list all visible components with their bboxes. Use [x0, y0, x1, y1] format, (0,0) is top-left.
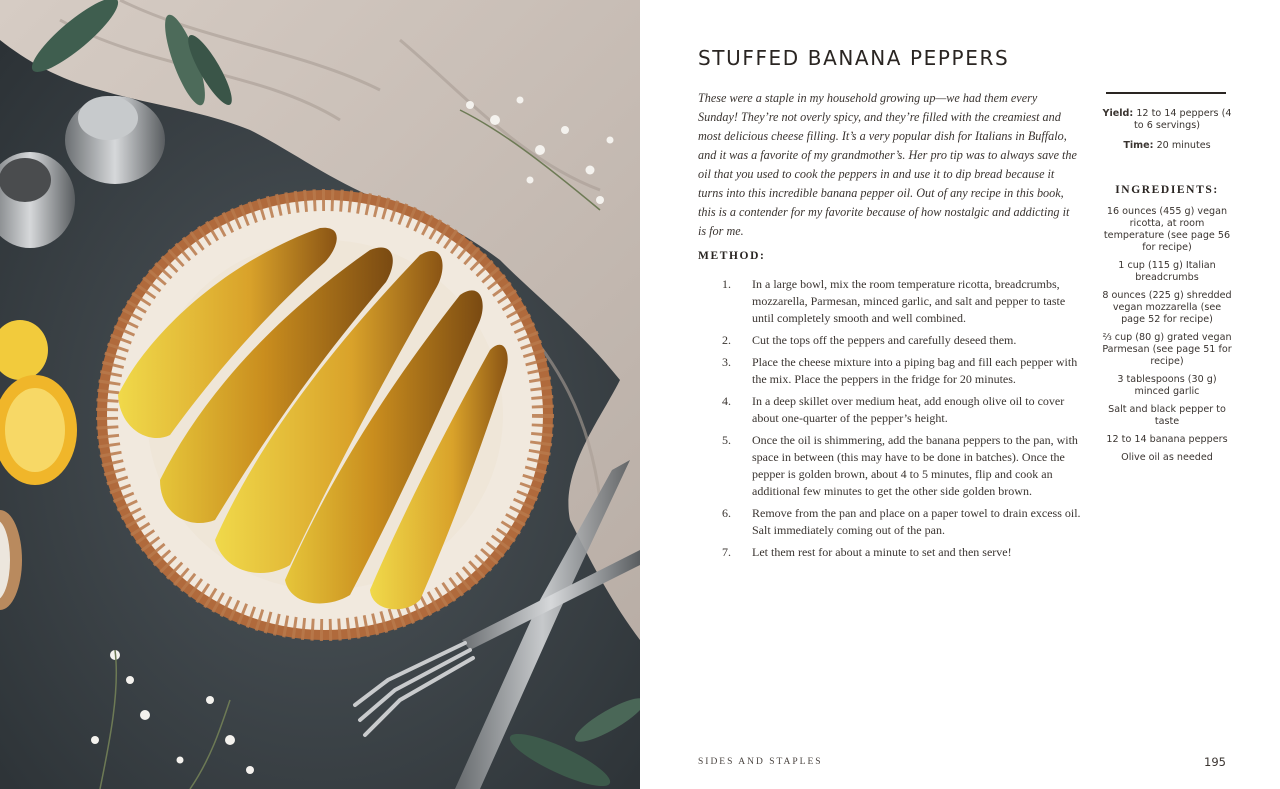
ingredients-list [1102, 206, 1232, 464]
method-step [698, 505, 1088, 539]
step-number: 3. [722, 355, 731, 369]
method-step [698, 393, 1088, 427]
step-text: Place the cheese mixture into a piping bag and fill each pepper with the mix. Place the peppers in the fridge for 20 minutes. [752, 355, 1078, 386]
section-name: SIDES AND STAPLES [698, 757, 823, 767]
method-steps [698, 276, 1088, 566]
recipe-sidebar [1102, 108, 1232, 470]
step-number: 5. [722, 433, 731, 447]
recipe-intro: These were a staple in my household growing up—we had them every Sunday! They’re not overly spicy, and they’re filled with the creamiest and most delicious cheese filling. It’s a very popular dish for Italians in Buffalo, and it was a favorite of my grandmother’s. Her pro tip was to always save the oil that you used to cook the peppers in and use it to dip bread because it turns into this incredible banana pepper oil. Out of any recipe in this book, this is a contender for my favorite because of how nostalgic and addicting it is for me. [698, 91, 1077, 238]
method-step [698, 544, 1088, 561]
method-step [698, 432, 1088, 500]
recipe-title: STUFFED BANANA PEPPERS [698, 46, 1010, 70]
sidebar-divider [1106, 92, 1226, 94]
step-text: Let them rest for about a minute to set and then serve! [752, 545, 1012, 559]
ingredient-item: 16 ounces (455 g) vegan ricotta, at room temperature (see page 56 for recipe) [1103, 206, 1231, 253]
yield-label: Yield: [1102, 108, 1134, 119]
ingredient-item: 12 to 14 banana peppers [1106, 434, 1228, 445]
method-heading: METHOD: [698, 250, 766, 262]
step-text: Once the oil is shimmering, add the banana peppers to the pan, with space in between (this may have to be done in batches). Once the pepper is golden brown, about 4 to 5 minutes, flip and cook an additional few minutes to get the other side golden brown. [752, 433, 1078, 498]
recipe-page [640, 0, 1280, 789]
time-value: 20 minutes [1153, 140, 1211, 151]
page-number: 195 [1204, 755, 1226, 769]
ingredient-item: 8 ounces (225 g) shredded vegan mozzarella (see page 52 for recipe) [1102, 290, 1232, 325]
ingredients-heading: INGREDIENTS: [1115, 184, 1219, 196]
method-step [698, 354, 1088, 388]
step-number: 7. [722, 545, 731, 559]
time-label: Time: [1123, 140, 1154, 151]
step-number: 6. [722, 506, 731, 520]
ingredient-item: 1 cup (115 g) Italian breadcrumbs [1118, 260, 1216, 283]
step-text: Cut the tops off the peppers and carefully deseed them. [752, 333, 1017, 347]
step-text: Remove from the pan and place on a paper towel to drain excess oil. Salt immediately coming out of the pan. [752, 506, 1081, 537]
step-text: In a deep skillet over medium heat, add enough olive oil to cover about one-quarter of the pepper’s height. [752, 394, 1065, 425]
method-step [698, 332, 1088, 349]
ingredient-item: Olive oil as needed [1121, 452, 1213, 463]
step-number: 4. [722, 394, 731, 408]
time-info [1102, 140, 1232, 152]
yield-info [1102, 108, 1232, 132]
step-text: In a large bowl, mix the room temperature ricotta, breadcrumbs, mozzarella, Parmesan, minced garlic, and salt and pepper to taste until completely smooth and well combined. [752, 277, 1066, 325]
ingredient-item: 3 tablespoons (30 g) minced garlic [1117, 374, 1217, 397]
yield-value: 12 to 14 peppers (4 to 6 servings) [1133, 108, 1232, 131]
ingredient-item: ⅔ cup (80 g) grated vegan Parmesan (see page 51 for recipe) [1102, 332, 1232, 367]
ingredient-item: Salt and black pepper to taste [1108, 404, 1226, 427]
method-step [698, 276, 1088, 327]
step-number: 1. [722, 277, 731, 291]
step-number: 2. [722, 333, 731, 347]
